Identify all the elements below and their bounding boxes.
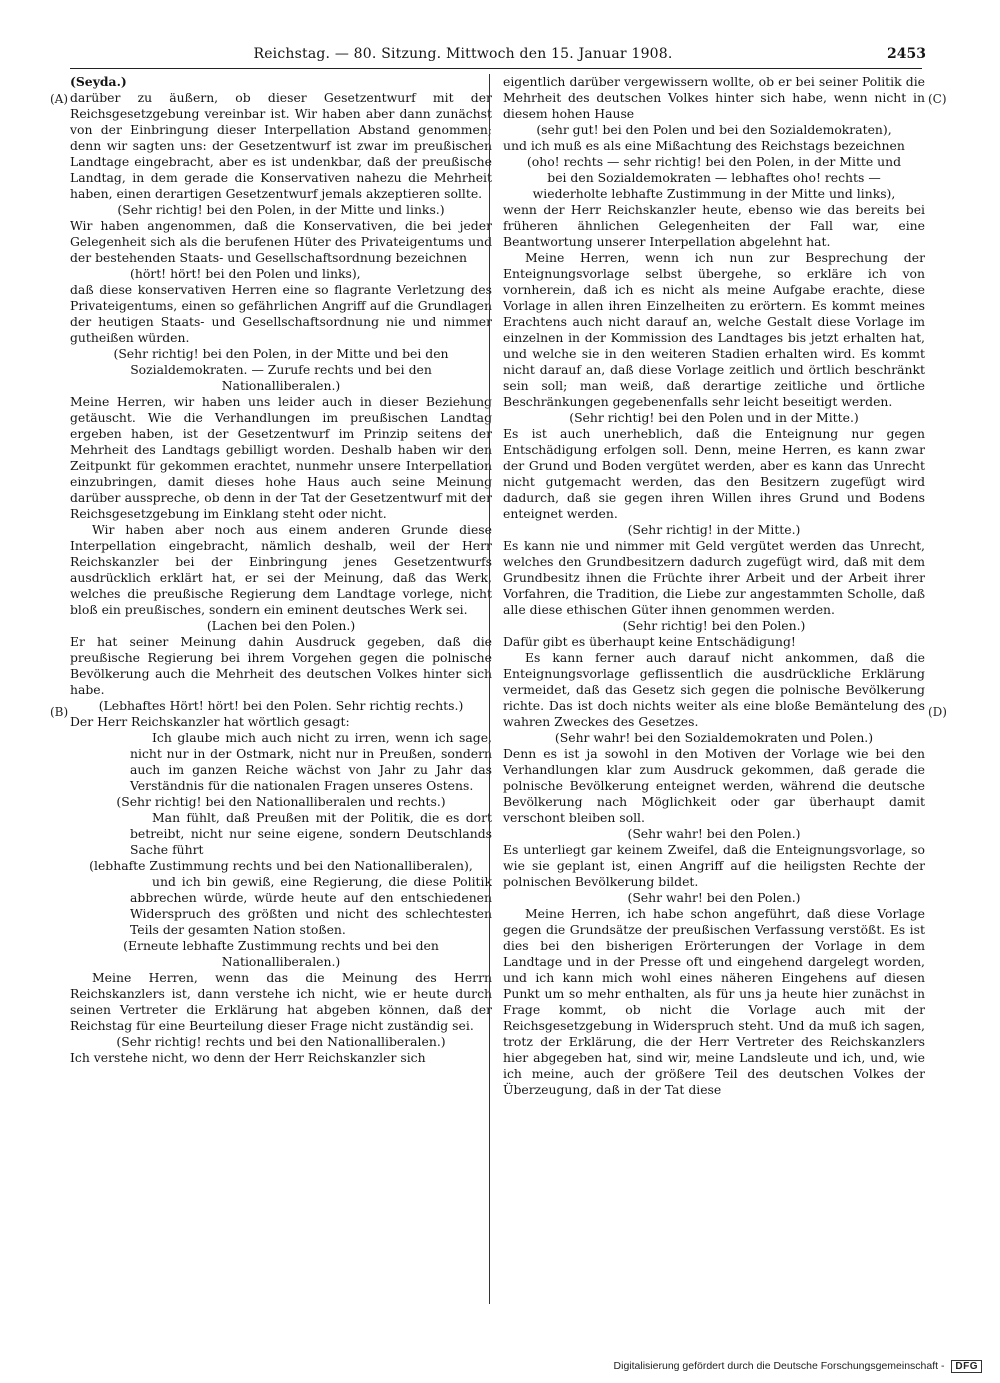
interjection: (Lebhaftes Hört! hört! bei den Polen. Sehr richtig rechts.) bbox=[98, 698, 464, 713]
footer-text: Digitalisierung gefördert durch die Deutsche Forschungsgemeinschaft - bbox=[613, 1360, 945, 1372]
interjection: (Lachen bei den Polen.) bbox=[206, 618, 356, 633]
quote-text: Man fühlt, daß Preußen mit der Politik, die es dort betreibt, nicht nur seine eigene, sondern Deutschlands Sache führt bbox=[130, 810, 492, 857]
interjection: (lebhafte Zustimmung rechts und bei den Nationalliberalen), bbox=[89, 858, 473, 873]
paragraph: Es kann nie und nimmer mit Geld vergütet werden das Unrecht, welches den Grundbesitzern dadurch zugefügt wird, daß mit dem Grundbesitz ihnen die Früchte ihrer Arbeit und der Arbeit ihrer Vorfahren, die Tradition, die Liebe zur angestammten Scholle, daß alle diese ethischen Güter ihnen genommen werden. bbox=[503, 538, 925, 617]
interjection: (Sehr richtig! bei den Polen, in der Mitte und bei den Sozialdemokraten. — Zurufe rechts und bei den Nationalliberalen.) bbox=[113, 346, 449, 393]
interjection: (Sehr wahr! bei den Polen.) bbox=[627, 890, 801, 905]
paragraph: Der Herr Reichskanzler hat wörtlich gesagt: bbox=[70, 714, 350, 729]
paragraph: Es ist auch unerheblich, daß die Enteignung nur gegen Entschädigung erfolgen soll. Denn, meine Herren, es kann zwar der Grund und Boden vergütet werden, aber es kann das Unrecht nicht gutgemacht werden, das den Besitzern zugefügt wird dadurch, daß sie gegen ihren Willen ihres Grund und Bodens enteignet werden. bbox=[503, 426, 925, 521]
paragraph: Es kann ferner auch darauf nicht ankommen, daß die Enteignungsvorlage geflissentlich die ausdrückliche Erklärung vermeidet, daß das Gesetz sich gegen die polnische Bevölkerung richte. Das ist doch nichts weiter als eine bloße Bemäntelung des wahren Zweckes des Gesetzes. bbox=[503, 650, 925, 729]
paragraph: Denn es ist ja sowohl in den Motiven der Vorlage wie bei den Verhandlungen klar zum Ausdruck gekommen, daß gerade die polnische Bevölkerung enteignet werden, während die deutsche Bevölkerung nach Möglichkeit oder gar überhaupt damit verschont bleiben soll. bbox=[503, 746, 925, 825]
dfg-logo: DFG bbox=[951, 1360, 982, 1373]
paragraph: Wir haben aber noch aus einem anderen Grunde diese Interpellation eingebracht, nämlich deshalb, weil der Herr Reichskanzler bei der Einbringung jenes Gesetzentwurfs ausdrücklich erklärt hat, er sei der Meinung, daß das Werk, welches die preußische Regierung dem Landtage vorlege, nicht bloß ein preußisches, sondern ein eminent deutsches Werk sei. bbox=[70, 522, 492, 617]
interjection: (Sehr richtig! rechts und bei den Nationalliberalen.) bbox=[116, 1034, 446, 1049]
margin-letter-a: (A) bbox=[50, 92, 69, 106]
paragraph: wenn der Herr Reichskanzler heute, ebenso wie das bereits bei früheren ähnlichen Gelegenheiten der Fall war, eine Beantwortung unserer Interpellation abgelehnt hat. bbox=[503, 202, 925, 249]
margin-letter-d: (D) bbox=[928, 705, 947, 719]
paragraph: Dafür gibt es überhaupt keine Entschädigung! bbox=[503, 634, 796, 649]
interjection: (Sehr richtig! bei den Polen.) bbox=[622, 618, 806, 633]
quote-text: und ich bin gewiß, eine Regierung, die diese Politik abbrechen würde, würde heute auf den entschiedenen Widerspruch des größten und nicht des schlechtesten Teils der gesamten Nation stoßen. bbox=[130, 874, 492, 937]
interjection: (Sehr richtig! in der Mitte.) bbox=[627, 522, 801, 537]
page-number: 2453 bbox=[887, 46, 926, 62]
quote-text: (hört! hört! bei den Polen und links), bbox=[130, 266, 361, 281]
interjection: (Sehr wahr! bei den Sozialdemokraten und Polen.) bbox=[554, 730, 874, 745]
interjection: (Sehr richtig! bei den Polen und in der Mitte.) bbox=[569, 410, 859, 425]
paragraph: Meine Herren, ich habe schon angeführt, daß diese Vorlage gegen die Grundsätze der preußischen Verfassung verstößt. Es ist dies bei den bisherigen Erörterungen der Vorlage in dem Landtage und in der Presse oft und eingehend dargelegt worden, und ich kann mich wohl eines näheren Eingehens auf diesen Punkt um so mehr enthalten, als für uns ja heute hier zunächst in Frage kommt, ob nicht die Vorlage auch mit der Reichsgesetzgebung in Widerspruch steht. Und da muß ich sagen, trotz der Erklärung, die der Herr Vertreter des Reichskanzlers hier abgegeben hat, sind wir, meine Landsleute und ich, und, wie ich meine, auch der größere Teil des deutschen Volkes der Überzeugung, daß in der Tat diese bbox=[503, 906, 925, 1097]
paragraph: daß diese konservativen Herren eine so flagrante Verletzung des Privateigentums, einen so gefährlichen Angriff auf die Grundlagen der heutigen Staats- und Gesellschaftsordnung nie und nimmer gutheißen würden. bbox=[70, 282, 492, 345]
margin-letter-b: (B) bbox=[50, 705, 69, 719]
interjection: (Sehr richtig! bei den Nationalliberalen und rechts.) bbox=[116, 794, 446, 809]
right-column bbox=[503, 74, 925, 1304]
footer-credit bbox=[614, 1360, 982, 1373]
paragraph: darüber zu äußern, ob dieser Gesetzentwurf mit der Reichsgesetzgebung vereinbar ist. Wir haben aber dann zunächst von der Einbringung dieser Interpellation Abstand genommen; denn wir sagten uns: der Gesetzentwurf ist zwar im preußischen Landtage eingebracht, aber es ist undenkbar, daß der preußische Landtag, in dem gerade die Konservativen nahezu die Mehrheit haben, einen derartigen Gesetzentwurf jemals akzeptieren sollte. bbox=[70, 90, 492, 201]
paragraph: Meine Herren, wir haben uns leider auch in dieser Beziehung getäuscht. Wie die Verhandlungen im preußischen Landtag ergeben haben, ist der Gesetzentwurf im Prinzip seitens der Mehrheit des Landtags gebilligt worden. Deshalb haben wir den Zeitpunkt für gekommen erachtet, nunmehr unsere Interpellation einzubringen, damit dieses hohe Haus auch seine Meinung darüber ausspreche, ob denn in der Tat der Gesetzentwurf mit der Reichsgesetzgebung im Einklang steht oder nicht. bbox=[70, 394, 492, 521]
margin-letter-c: (C) bbox=[928, 92, 947, 106]
interjection: (sehr gut! bei den Polen und bei den Sozialdemokraten), bbox=[536, 122, 892, 137]
interjection: (Sehr wahr! bei den Polen.) bbox=[627, 826, 801, 841]
left-column bbox=[70, 74, 492, 1304]
paragraph: Meine Herren, wenn ich nun zur Besprechung der Enteignungsvorlage selbst übergehe, so erkläre ich von vornherein, daß ich es nicht als meine Aufgabe erachte, diese Vorlage in allen ihren Einzelheiten zu erörtern. Es kommt meines Erachtens auch nicht darauf an, welche Gestalt diese Vorlage im einzelnen in der Kommission des Landtages bis jetzt erhalten hat, und welche sie in den weiteren Stadien erhalten wird. Es kommt nicht darauf an, daß diese Vorlage zeitlich und örtlich beschränkt sein soll; man weiß, daß derartige zeitliche und örtliche Beschränkungen gegebenenfalls sehr leicht beseitigt werden. bbox=[503, 250, 925, 409]
page-header bbox=[60, 46, 926, 68]
paragraph: Meine Herren, wenn das die Meinung des Herrn Reichskanzlers ist, dann verstehe ich nicht, wie er heute durch seinen Vertreter die Erklärung hat abgeben können, daß der Reichstag für eine Beurteilung dieser Frage nicht zuständig sei. bbox=[70, 970, 492, 1033]
interjection: (Erneute lebhafte Zustimmung rechts und bei den Nationalliberalen.) bbox=[123, 938, 439, 969]
column-rule bbox=[489, 74, 490, 1304]
paragraph: Wir haben angenommen, daß die Konservativen, die bei jeder Gelegenheit sich als die berufenen Hüter des Privateigentums und der bestehenden Staats- und Gesellschaftsordnung bezeichnen bbox=[70, 218, 492, 265]
interjection: (oho! rechts — sehr richtig! bei den Polen, in der Mitte und bei den Sozialdemokraten — lebhaftes oho! rechts — wiederholte lebhafte Zustimmung in der Mitte und links), bbox=[526, 154, 902, 201]
paragraph: Es unterliegt gar keinem Zweifel, daß die Enteignungsvorlage, so wie sie geplant ist, einen Angriff auf die heiligsten Rechte der polnischen Bevölkerung bildet. bbox=[503, 842, 925, 889]
paragraph: Er hat seiner Meinung dahin Ausdruck gegeben, daß die preußische Regierung bei ihrem Vorgehen gegen die polnische Bevölkerung auch die Mehrheit des deutschen Volkes hinter sich habe. bbox=[70, 634, 492, 697]
interjection: (Sehr richtig! bei den Polen, in der Mitte und links.) bbox=[117, 202, 445, 217]
quote-text: Ich glaube mich auch nicht zu irren, wenn ich sage, nicht nur in der Ostmark, nicht nur in Preußen, sondern auch im ganzen Reiche wächst von Jahr zu Jahr das Verständnis für die nationalen Fragen unseres Ostens. bbox=[130, 730, 492, 793]
paragraph: und ich muß es als eine Mißachtung des Reichstags bezeichnen bbox=[503, 138, 905, 153]
header-rule bbox=[70, 68, 922, 69]
paragraph: eigentlich darüber vergewissern wollte, ob er bei seiner Politik die Mehrheit des deutschen Volkes hinter sich habe, wenn nicht in diesem hohen Hause bbox=[503, 74, 925, 121]
speaker-name: (Seyda.) bbox=[70, 74, 127, 89]
header-title: Reichstag. — 80. Sitzung. Mittwoch den 15. Januar 1908. bbox=[253, 46, 673, 62]
paragraph: Ich verstehe nicht, wo denn der Herr Reichskanzler sich bbox=[70, 1050, 426, 1065]
